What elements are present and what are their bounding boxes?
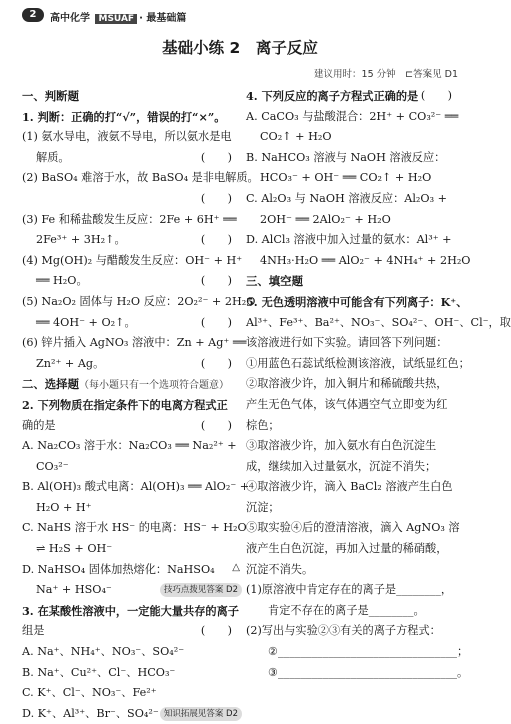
- line-text: 组是: [22, 624, 45, 638]
- line-text: (6) 锌片插入 AgNO₃ 溶液中：Zn + Ag⁺ ══: [22, 336, 247, 350]
- time-and-answer-note: 建议用时：15 分钟 ⊏答案见 D1: [314, 69, 458, 80]
- text-line: [246, 642, 469, 663]
- answer-hint-tag: 技巧点拨见答案 D2: [160, 583, 242, 597]
- text-line: [22, 127, 242, 148]
- answer-blank[interactable]: ( ): [420, 89, 452, 102]
- line-text: H₂O + H⁺: [36, 500, 92, 514]
- text-line: [22, 292, 256, 313]
- line-text: ══ H₂O。: [36, 274, 88, 288]
- text-line: [246, 127, 462, 148]
- text-line: [246, 663, 469, 684]
- text-line: [246, 621, 462, 642]
- line-text: B. Al(OH)₃ 酸式电离：Al(OH)₃ ══ AlO₂⁻ +: [22, 480, 250, 494]
- text-line: [22, 354, 242, 375]
- line-text: 5. 无色透明溶液中可能含有下列离子：K⁺、: [246, 294, 468, 309]
- section-name: · 最基础篇: [139, 13, 187, 24]
- line-text: Na⁺ + HSO₄⁻: [36, 583, 112, 597]
- text-line: [246, 210, 462, 231]
- text-line: [22, 168, 259, 189]
- text-line: [22, 621, 242, 642]
- text-line: [246, 539, 462, 560]
- text-line: [22, 498, 242, 519]
- line-text: (2)写出与实验②③有关的离子方程式：: [246, 624, 441, 638]
- text-line: [246, 313, 511, 334]
- line-text: HCO₃⁻ + OH⁻ ══ CO₂↑ + H₂O: [260, 171, 432, 185]
- text-line: [246, 271, 462, 292]
- line-text: A. Na⁺、NH₄⁺、NO₃⁻、SO₄²⁻: [22, 645, 185, 659]
- text-line: [246, 560, 462, 581]
- text-line: [22, 457, 242, 478]
- line-text: C. K⁺、Cl⁻、NO₃⁻、Fe²⁺: [22, 686, 157, 700]
- text-line: [22, 539, 242, 560]
- brand-logo: MSUAF: [95, 14, 137, 24]
- line-text: 成，继续加入过量氨水，沉淀不消失；: [246, 459, 437, 473]
- text-line: [246, 601, 462, 622]
- section-heading: 二、选择题: [22, 377, 79, 392]
- answer-blank[interactable]: ( ): [200, 274, 232, 288]
- text-line: [246, 354, 470, 375]
- left-column: [22, 86, 259, 724]
- line-text: D. K⁺、Al³⁺、Br⁻、SO₄²⁻: [22, 706, 159, 720]
- page-title: 基础小练 2 离子反应: [162, 39, 318, 57]
- running-title: [50, 9, 186, 24]
- text-line: [246, 333, 462, 354]
- text-line: [246, 395, 462, 416]
- line-text: (1) 氨水导电，液氨不导电，所以氨水是电: [22, 130, 232, 144]
- text-line: [22, 580, 242, 601]
- text-line: [246, 416, 462, 437]
- text-line: [246, 498, 462, 519]
- line-text: (2) BaSO₄ 难溶于水，故 BaSO₄ 是非电解质。: [22, 171, 259, 185]
- line-text: ②取溶液少许，加入铜片和稀硫酸共热，: [246, 377, 448, 391]
- line-text: ④取溶液少许，滴入 BaCl₂ 溶液产生白色: [246, 480, 453, 494]
- text-line: [22, 395, 242, 416]
- answer-blank[interactable]: ( ): [200, 356, 232, 370]
- text-line: [22, 313, 242, 334]
- text-line: [246, 189, 462, 210]
- answer-hint-tag: 知识拓展见答案 D2: [160, 707, 242, 721]
- text-line: [246, 86, 462, 107]
- answer-blank[interactable]: ( ): [200, 150, 232, 164]
- text-line: [246, 168, 462, 189]
- answer-blank[interactable]: ( ): [200, 624, 232, 638]
- line-text: B. Na⁺、Cu²⁺、Cl⁻、HCO₃⁻: [22, 665, 176, 679]
- text-line: [246, 436, 462, 457]
- text-line: [22, 251, 242, 272]
- line-text: (4) Mg(OH)₂ 与醋酸发生反应：OH⁻ + H⁺: [22, 253, 243, 267]
- line-text: ③________________________________。: [268, 665, 469, 679]
- section-heading: 一、判断题: [22, 89, 79, 103]
- line-text: 4NH₃·H₂O ══ AlO₂⁻ + 4NH₄⁺ + 2H₂O: [260, 253, 471, 267]
- line-text: 1. 判断：正确的打“√”，错误的打“×”。: [22, 109, 226, 124]
- line-text: 肯定不存在的离子是________。: [268, 603, 425, 617]
- text-line: [22, 642, 242, 663]
- line-text: 解质。: [36, 150, 70, 164]
- section-heading: 三、填空题: [246, 274, 303, 289]
- page-number: 2: [22, 8, 44, 22]
- line-text: ②________________________________；: [268, 645, 469, 659]
- line-text: (1)原溶液中肯定存在的离子是________，: [246, 583, 453, 597]
- answer-blank[interactable]: ( ): [200, 315, 232, 329]
- text-line: [22, 518, 247, 539]
- line-text: (5) Na₂O₂ 固体与 H₂O 反应：2O₂²⁻ + 2H₂O: [22, 294, 256, 308]
- answer-blank[interactable]: ( ): [200, 233, 232, 247]
- text-line: [246, 148, 462, 169]
- text-line: [22, 230, 242, 251]
- line-text: ③取溶液少许，加入氨水有白色沉淀生: [246, 439, 437, 453]
- line-text: ══ 4OH⁻ + O₂↑。: [36, 315, 136, 329]
- line-text: 3. 在某酸性溶液中，一定能大量共存的离子: [22, 603, 239, 618]
- line-text: CO₂↑ + H₂O: [260, 130, 332, 144]
- line-text: 4. 下列反应的离子方程式正确的是: [246, 89, 419, 103]
- line-text: ①用蓝色石蕊试纸检测该溶液，试纸显红色；: [246, 356, 470, 370]
- text-line: [22, 271, 242, 292]
- line-text: A. CaCO₃ 与盐酸混合：2H⁺ + CO₃²⁻ ══: [246, 109, 459, 123]
- line-text: (3) Fe 和稀盐酸发生反应：2Fe + 6H⁺ ══: [22, 212, 237, 226]
- line-text: 2OH⁻ ══ 2AlO₂⁻ + H₂O: [260, 212, 391, 226]
- line-text: 确的是: [22, 418, 56, 432]
- line-text: D. AlCl₃ 溶液中加入过量的氨水：Al³⁺ +: [246, 233, 452, 247]
- line-text: D. NaHSO₄ 固体加热熔化：NaHSO₄: [22, 562, 215, 576]
- line-text: 产生无色气体，该气体遇空气立即变为红: [246, 397, 448, 411]
- line-text: 2. 下列物质在指定条件下的电离方程式正: [22, 397, 228, 412]
- text-line: [22, 148, 242, 169]
- text-line: [22, 333, 247, 354]
- line-text: CO₃²⁻: [36, 459, 69, 473]
- text-line: [22, 107, 242, 128]
- line-text: 该溶液进行如下实验。请回答下列问题：: [246, 336, 448, 350]
- text-line: [246, 580, 462, 601]
- text-line: [246, 477, 462, 498]
- text-line: [246, 374, 462, 395]
- line-text: C. Al₂O₃ 与 NaOH 溶液反应：Al₂O₃ +: [246, 191, 447, 205]
- line-text: 棕色；: [246, 418, 280, 432]
- text-line: [246, 518, 462, 539]
- text-line: [22, 210, 242, 231]
- text-line: [246, 292, 468, 313]
- text-line: [22, 663, 242, 684]
- text-line: [22, 601, 242, 622]
- line-text: C. NaHS 溶于水 HS⁻ 的电离：HS⁻ + H₂O: [22, 521, 247, 535]
- text-line: [22, 189, 242, 210]
- line-text: ⑤取实验④后的澄清溶液，滴入 AgNO₃ 溶: [246, 521, 460, 535]
- answer-blank[interactable]: ( ): [200, 191, 232, 205]
- line-text: Zn²⁺ + Ag。: [36, 356, 105, 370]
- text-line: [246, 230, 462, 251]
- text-line: [246, 251, 471, 272]
- running-header: [0, 0, 480, 24]
- line-text: 液产生白色沉淀，再加入过量的稀硝酸，: [246, 542, 448, 556]
- heat-triangle-icon: △: [232, 561, 240, 573]
- line-text: ⇌ H₂S + OH⁻: [36, 542, 113, 556]
- line-text: Al³⁺、Fe³⁺、Ba²⁺、NO₃⁻、SO₄²⁻、OH⁻、Cl⁻，取: [246, 315, 511, 329]
- line-text: A. Na₂CO₃ 溶于水：Na₂CO₃ ══ Na₂²⁺ +: [22, 439, 237, 453]
- text-line: [246, 107, 462, 128]
- text-line: [22, 416, 242, 437]
- line-text: B. NaHCO₃ 溶液与 NaOH 溶液反应：: [246, 150, 446, 164]
- course-name: 高中化学: [50, 13, 90, 24]
- text-line: [22, 704, 242, 724]
- text-line: [22, 477, 250, 498]
- text-line: [22, 683, 242, 704]
- right-column: [246, 86, 511, 683]
- answer-blank[interactable]: ( ): [200, 418, 232, 432]
- text-line: [246, 457, 462, 478]
- line-text: 2Fe³⁺ + 3H₂↑。: [36, 233, 126, 247]
- text-line: [22, 86, 242, 107]
- text-line: [22, 374, 242, 395]
- line-text: 沉淀；: [246, 500, 280, 514]
- text-line: [22, 560, 242, 581]
- line-text: 沉淀不消失。: [246, 562, 314, 576]
- text-line: [22, 436, 242, 457]
- section-note: （每小题只有一个选项符合题意）: [78, 380, 229, 392]
